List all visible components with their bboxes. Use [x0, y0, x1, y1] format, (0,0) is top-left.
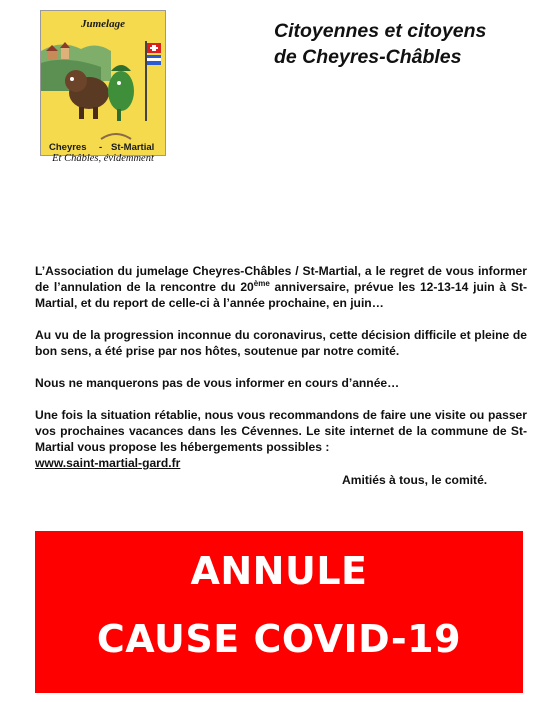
paragraph-announcement-rest: anniversaire, prévue les 12-13-14 juin à St-Martial, et du report de celle-ci à l’année prochaine, en juin… — [35, 280, 527, 310]
paragraph-visit-text: Une fois la situation rétablie, nous vous recommandons de faire une visite ou passer vos prochaines vacances dans les Cévennes. Le site internet de la commune de St-Martial vous propose les hébergements possibles : — [35, 408, 527, 454]
paragraph-reason: Au vu de la progression inconnue du coronavirus, cette décision difficile et pleine de bon sens, a été prise par nos hôtes, soutenue par notre comité. — [35, 328, 527, 358]
banner-line-1: ANNULE — [190, 549, 368, 593]
website-link[interactable]: www.saint-martial-gard.fr — [35, 456, 181, 470]
paragraph-announcement-text: L’Association du jumelage Cheyres-Châbles / St-Martial, a le regret de vous informer de l’annulation de la rencontre du 20 — [35, 264, 527, 294]
banner-line-2: CAUSE COVID-19 — [96, 617, 462, 661]
letter-body — [35, 263, 527, 471]
signoff: Amitiés à tous, le comité. — [342, 473, 488, 487]
paragraph-updates: Nous ne manquerons pas de vous informer en cours d’année… — [35, 376, 400, 390]
logo-top-label: Jumelage — [81, 18, 125, 30]
logo-label-separator: - — [99, 142, 103, 153]
paragraph-visit — [35, 407, 527, 471]
cancellation-banner — [35, 531, 523, 693]
logo-caption: Et Châbles, évidemment — [52, 153, 154, 164]
paragraph-announcement — [35, 263, 527, 311]
logo-illustration — [41, 11, 165, 155]
heading-line-1: Citoyennes et citoyens — [274, 20, 487, 42]
page-heading — [274, 18, 534, 70]
logo-label-cheyres: Cheyres — [49, 142, 87, 153]
logo-label-st-martial: St-Martial — [111, 142, 155, 153]
ordinal-superscript: ème — [253, 278, 270, 288]
heading-line-2: de Cheyres-Châbles — [274, 46, 462, 68]
jumelage-logo — [40, 10, 166, 156]
